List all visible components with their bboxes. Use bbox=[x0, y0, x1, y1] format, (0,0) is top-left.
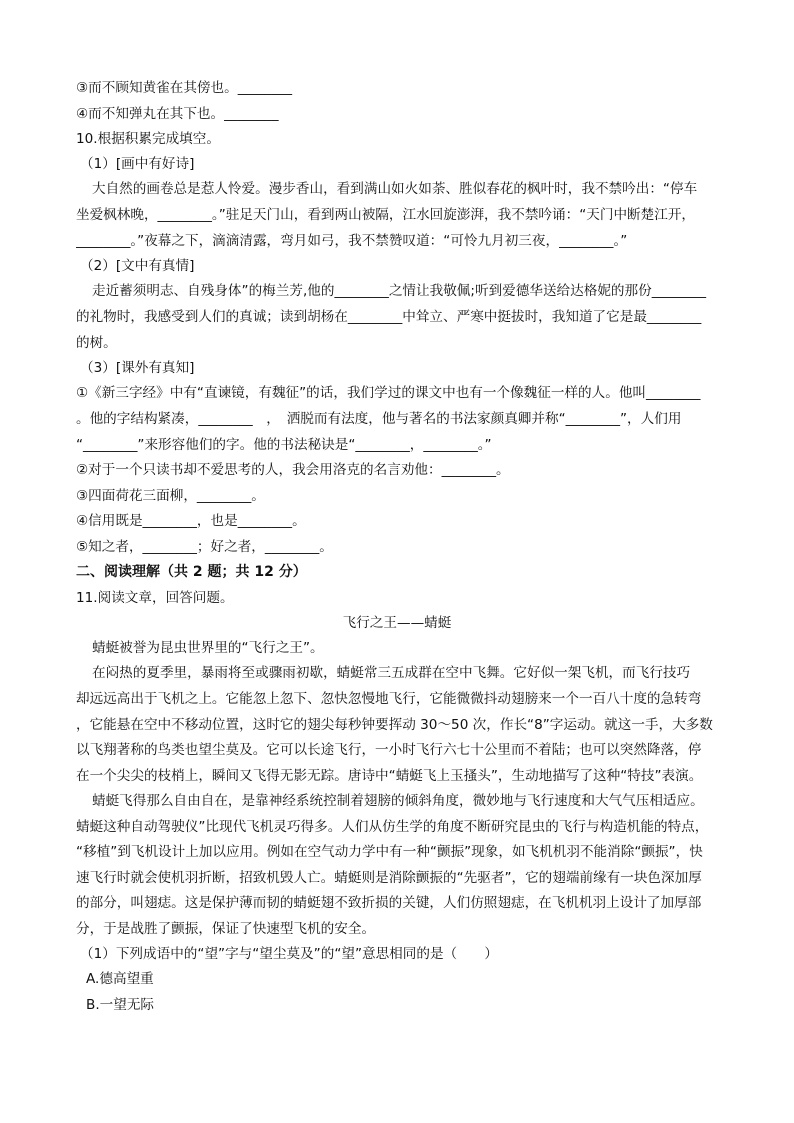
paragraph-line: ①《新三字经》中有“直谏镜，有魏征”的话，我们学过的课文中也有一个像魏征一样的人。他叫________ bbox=[76, 385, 701, 401]
question-10-title: 10.根据积累完成填空。 bbox=[76, 131, 220, 147]
paragraph-line: “________”来形容他们的字。他的书法秘诀是“________，________。” bbox=[76, 437, 492, 453]
answer-line-3: ③而不顾知黄雀在其傍也。________ bbox=[76, 80, 293, 96]
article-line: 却远远高出于飞机之上。它能忽上忽下、忽快忽慢地飞行，它能微微抖动翅膀来一个一百八十度的急转弯 bbox=[76, 691, 702, 707]
fill-blank-line: ⑤知之者，________；好之者，________。 bbox=[76, 539, 333, 555]
article-title: 飞行之王——蜻蜓 bbox=[342, 615, 452, 631]
section-1-heading: （1）[画中有好诗] bbox=[80, 156, 195, 172]
article-line: 蜻蜓飞得那么自由自在，是靠神经系统控制着翅膀的倾斜角度，微妙地与飞行速度和大气气压相适应。 bbox=[92, 793, 704, 809]
paragraph-line: 大自然的画卷总是惹人怜爱。漫步香山，看到满山如火如荼、胜似春花的枫叶时，我不禁吟出：“停车 bbox=[92, 181, 698, 197]
question-11-title: 11.阅读文章，回答问题。 bbox=[76, 590, 234, 606]
article-line: 蜻蜓被誉为昆虫世界里的“飞行之王”。 bbox=[92, 640, 324, 656]
article-line: 以飞翔著称的鸟类也望尘莫及。它可以长途飞行，一小时飞行六七十公里而不着陆；也可以突然降落，停 bbox=[76, 742, 702, 758]
option-b: B.一望无际 bbox=[86, 997, 155, 1013]
paragraph-line: 走近蓄须明志、自残身体”的梅兰芳,他的________之情让我敬佩;听到爱德华送给达格妮的那份________ bbox=[92, 283, 707, 299]
option-a: A.德高望重 bbox=[86, 971, 154, 987]
article-line: “移植”到飞机设计上加以应用。例如在空气动力学中有一种“颤振”现象，如飞机机羽不能消除“颤振”，快 bbox=[76, 844, 703, 860]
paragraph-line: ________。”夜幕之下，滴滴清露，弯月如弓，我不禁赞叹道：“可怜九月初三夜，________。” bbox=[76, 233, 628, 249]
section-3-heading: （3）[课外有真知] bbox=[80, 360, 195, 376]
paragraph-line: 坐爱枫林晚，________。”驻足天门山，看到两山被隔，江水回旋澎湃，我不禁吟诵：“天门中断楚江开， bbox=[76, 207, 696, 223]
article-line: 蜻蜓这种自动驾驶仪”比现代飞机灵巧得多。人们从仿生学的角度不断研究昆虫的飞行与构造机能的特点， bbox=[76, 819, 709, 835]
sub-question-1: （1）下列成语中的“望”字与“望尘莫及”的“望”意思相同的是（ ） bbox=[80, 946, 498, 962]
part-2-heading: 二、阅读理解（共 2 题；共 12 分） bbox=[76, 564, 307, 580]
answer-line-4: ④而不知弹丸在其下也。________ bbox=[76, 106, 279, 122]
article-line: 的部分，叫翅痣。这是保护薄而韧的蜻蜓翅不致折损的关键，人们仿照翅痣，在飞机机羽上设计了加厚部 bbox=[76, 895, 702, 911]
paragraph-line: 的礼物时，我感受到人们的真诚；读到胡杨在________中耸立、严寒中挺拔时，我知道了它是最________ bbox=[76, 309, 702, 325]
fill-blank-line: ②对于一个只读书却不爱思考的人，我会用洛克的名言劝他：________。 bbox=[76, 462, 510, 478]
fill-blank-line: ④信用既是________，也是________。 bbox=[76, 513, 306, 529]
article-line: ，它能悬在空中不移动位置，这时它的翅尖每秒钟要挥动 30～50 次，作长“8”字运动。就这一手，大多数 bbox=[76, 717, 713, 733]
article-line: 速飞行时就会使机羽折断，招致机毁人亡。蜻蜓则是消除颤振的“先驱者”，它的翅端前缘有一块色深加厚 bbox=[76, 870, 702, 886]
article-line: 在一个尖尖的枝梢上，瞬间又飞得无影无踪。唐诗中“蜻蜓飞上玉搔头”，生动地描写了这种“特技”表演。 bbox=[76, 768, 703, 784]
fill-blank-line: ③四面荷花三面柳，________。 bbox=[76, 488, 265, 504]
article-line: 分，于是战胜了颤振，保证了快速型飞机的安全。 bbox=[76, 921, 376, 937]
paragraph-line: 的树。 bbox=[76, 335, 117, 351]
section-2-heading: （2）[文中有真情] bbox=[80, 258, 195, 274]
paragraph-line: 。他的字结构紧凑，________ ， 洒脱而有法度，他与著名的书法家颜真卿并称“________”，人们用 bbox=[76, 411, 682, 427]
article-line: 在闷热的夏季里，暴雨将至或骤雨初歇，蜻蜓常三五成群在空中飞舞。它好似一架飞机，而飞行技巧 bbox=[92, 665, 691, 681]
